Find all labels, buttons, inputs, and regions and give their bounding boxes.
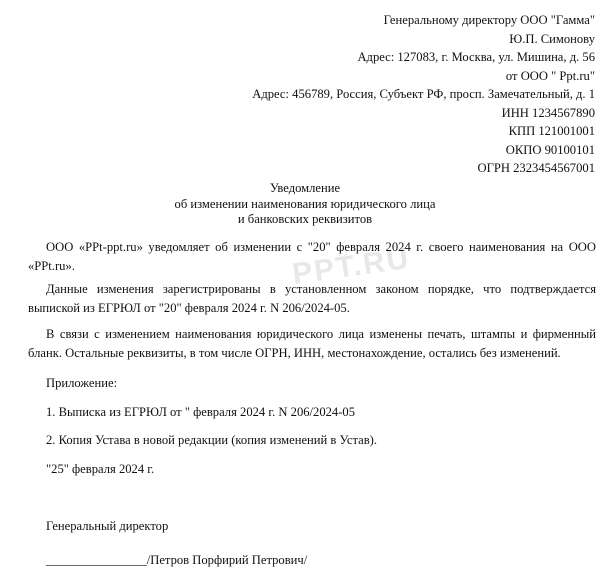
header-line: ИНН 1234567890 [501,105,595,120]
title-line: и банковских реквизитов [237,212,373,226]
watermark: PPT.RU [290,241,413,292]
header-line: КПП 121001001 [508,124,595,138]
header-line: Адрес: 456789, Россия, Субъект РФ, просп. Замечательный, д. 1 [252,87,595,101]
paragraph-name-change: ООО «PPt-ppt.ru» уведомляет об изменении с "20" февраля 2024 г. своего наименования на ООО «PPt.ru». [28,240,596,274]
title-line: об изменении наименования юридического лица [174,196,436,211]
document-title [0,181,610,228]
header-line: Генеральному директору ООО "Гамма" [383,13,595,27]
header-line: ОГРН 2323454567001 [477,161,595,175]
appendix-item-1: 1. Выписка из ЕГРЮЛ от " февраля 2024 г. N 206/2024-05 [46,405,356,419]
document-date: "25" февраля 2024 г. [46,462,155,476]
appendix-item-2: 2. Копия Устава в новой редакции (копия изменений в Устав). [46,433,378,447]
paragraph-requisites: В связи с изменением наименования юридического лица изменены печать, штампы и фирменный бланк. Остальные реквизиты, в том числе ОГРН, ИНН, местонахождение, остались без изменений. [28,327,596,361]
header-line: Адрес: 127083, г. Москва, ул. Мишина, д. 56 [357,50,595,64]
header-line: ОКПО 90100101 [505,142,595,157]
paragraph-registration: Данные изменения зарегистрированы в установленном законом порядке, что подтверждается выпиской из ЕГРЮЛ от "20" февраля 2024 г. N 206/2024-05. [28,282,596,316]
header-line: от ООО " Ppt.ru" [505,68,595,83]
addressee-block [252,11,595,178]
header-line: Ю.П. Симонову [509,31,595,46]
signatory-position: Генеральный директор [46,519,169,533]
appendix-label: Приложение: [46,376,118,390]
title-line: Уведомление [269,181,341,195]
signature-line: ________________/Петров Порфирий Петрович/ [46,553,308,567]
